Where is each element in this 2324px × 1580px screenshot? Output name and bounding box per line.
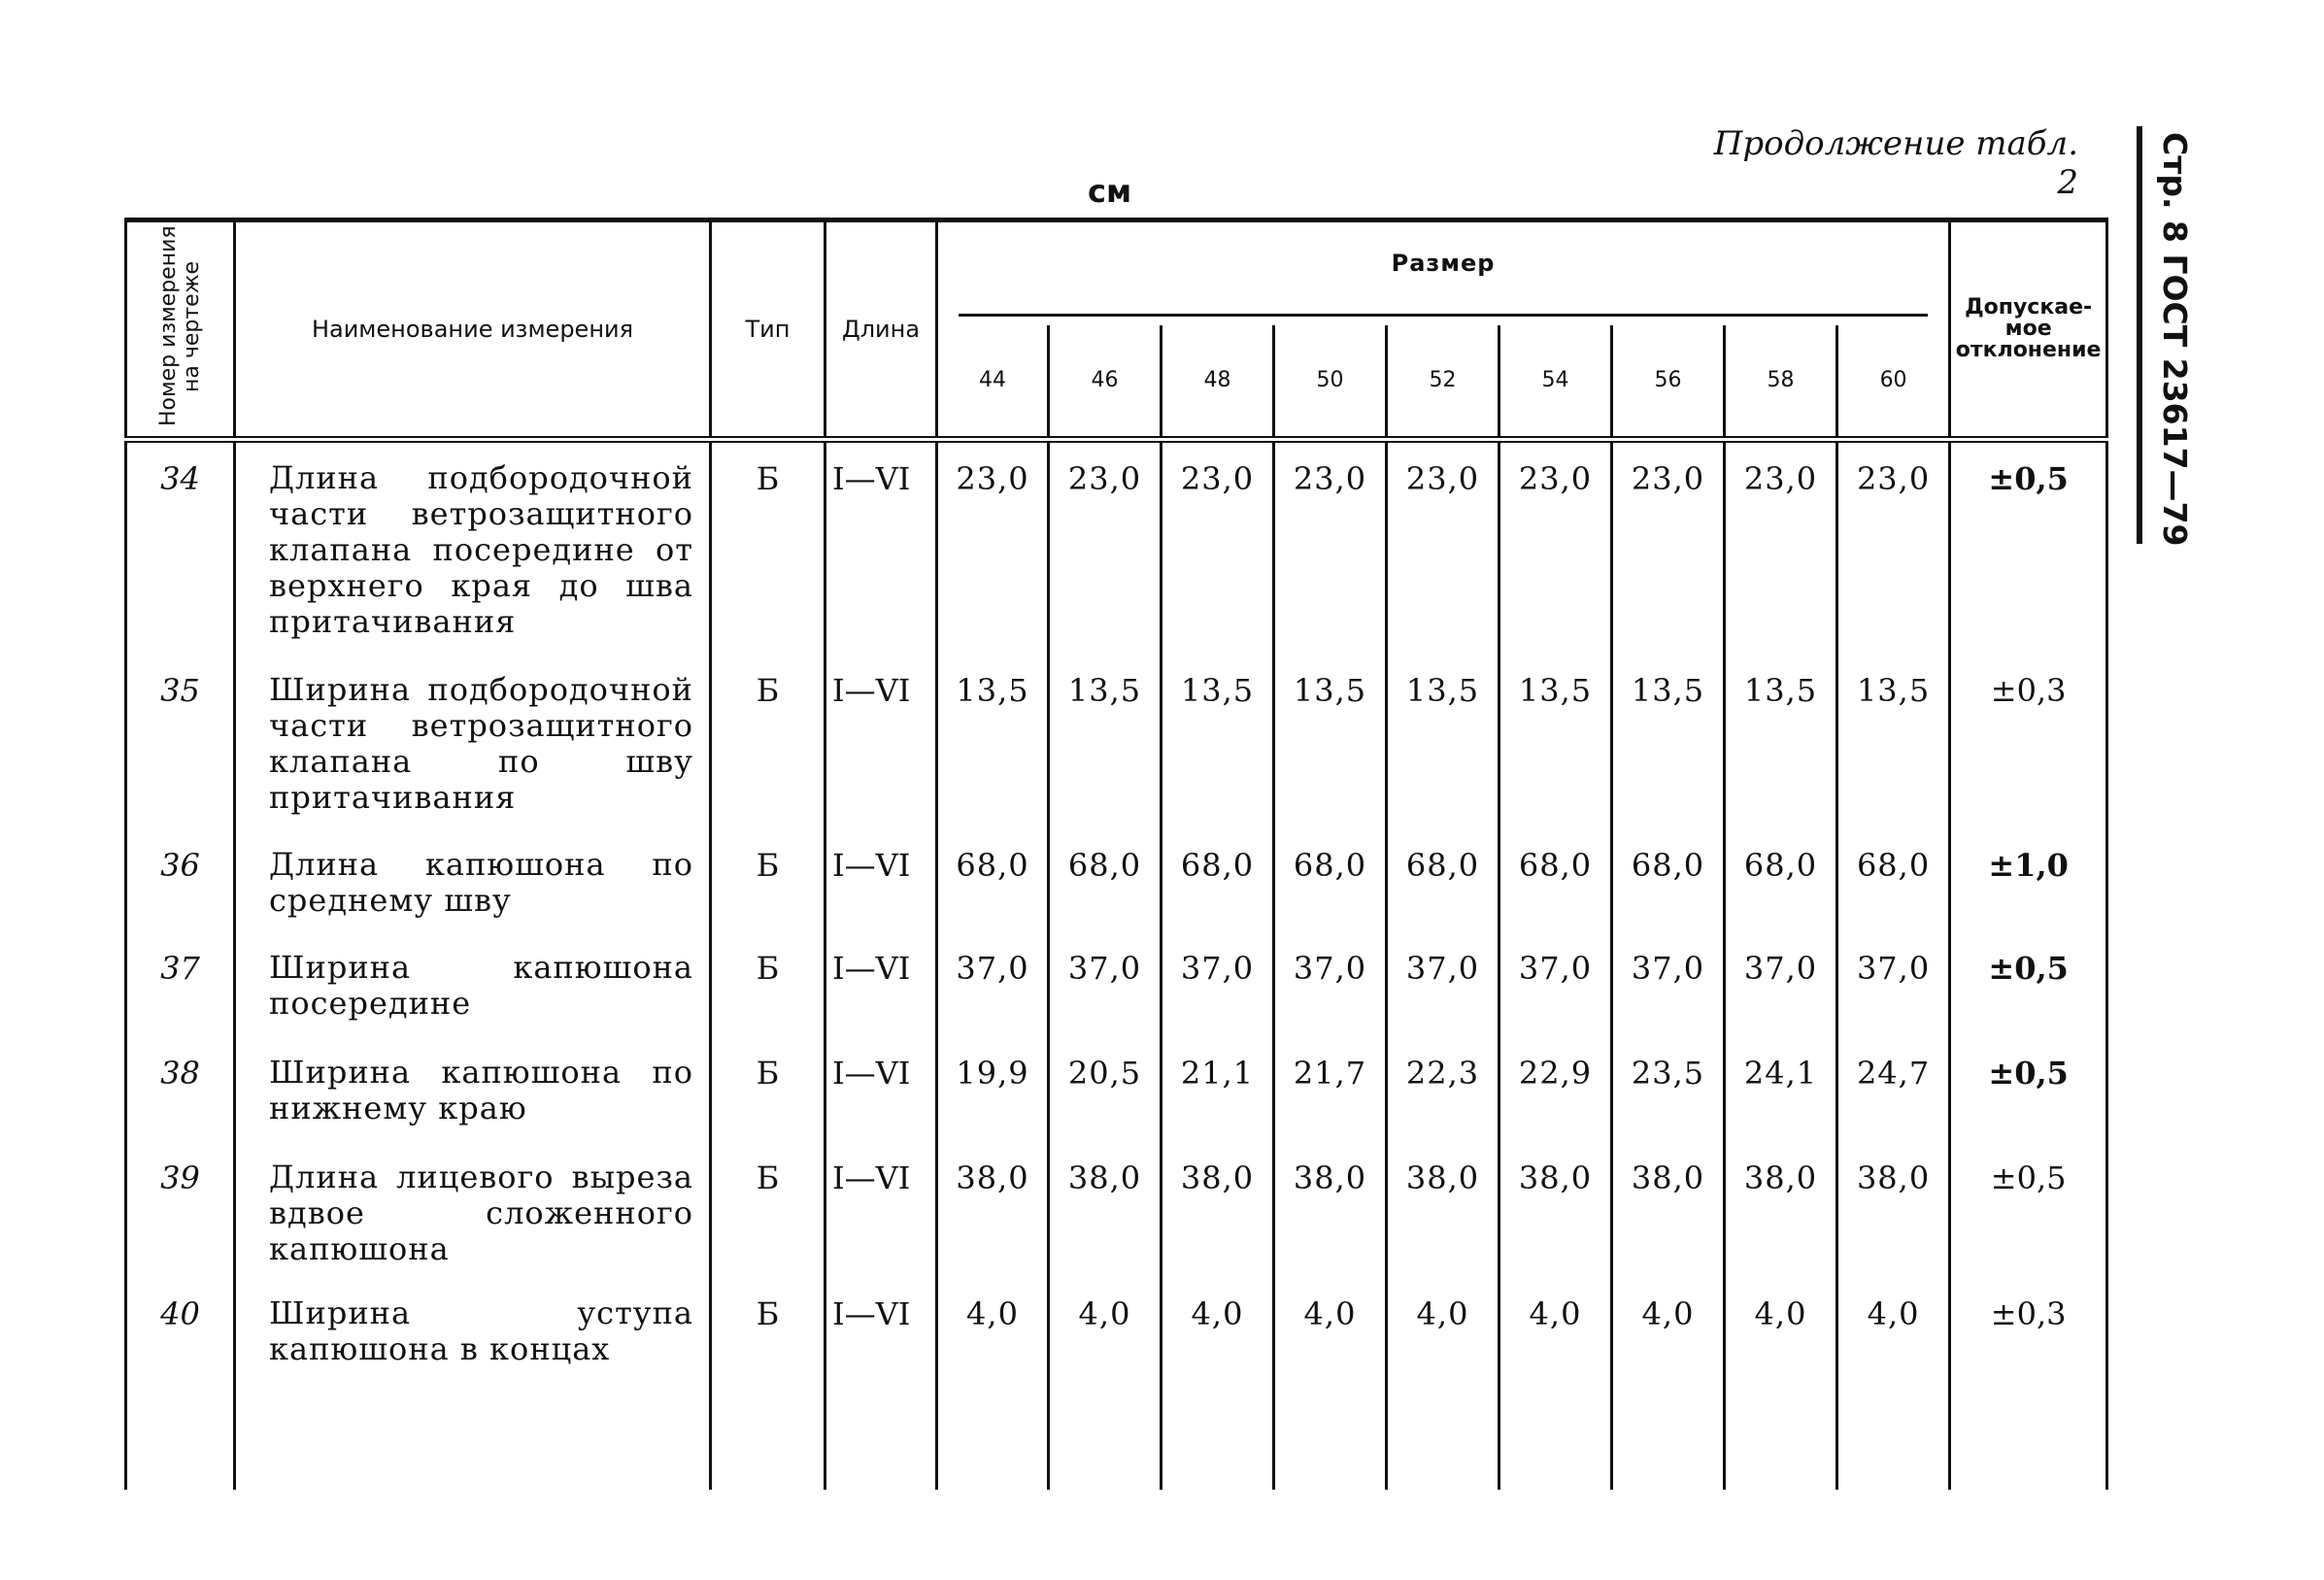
row-value: 23,0 xyxy=(1387,440,1499,656)
row-number: 40 xyxy=(126,1278,235,1490)
header-measure-name: Наименование измерения xyxy=(235,220,711,440)
table-row xyxy=(126,1142,2107,1278)
row-number: 34 xyxy=(126,440,235,656)
row-type: Б xyxy=(711,655,825,829)
page-side-header xyxy=(2137,126,2201,547)
row-value: 13,5 xyxy=(1162,655,1274,829)
row-value: 13,5 xyxy=(1387,655,1499,829)
header-size: 58 xyxy=(1725,325,1837,440)
row-value: 37,0 xyxy=(1612,932,1725,1037)
row-value: 68,0 xyxy=(1162,829,1274,932)
row-value: 13,5 xyxy=(1274,655,1387,829)
row-length: I—VI xyxy=(825,829,937,932)
header-deviation: Допускае-мое отклонение xyxy=(1950,220,2107,440)
unit-label: см xyxy=(1088,173,1132,210)
header-size: 44 xyxy=(937,325,1049,440)
row-value: 23,0 xyxy=(1162,440,1274,656)
row-deviation: ±0,5 xyxy=(1950,440,2107,656)
row-value: 38,0 xyxy=(1387,1142,1499,1278)
row-type: Б xyxy=(711,1037,825,1142)
table-row xyxy=(126,655,2107,829)
header-measure-number-text: Номер измерения на чертеже xyxy=(155,225,204,427)
header-size: 54 xyxy=(1499,325,1612,440)
row-value: 38,0 xyxy=(1725,1142,1837,1278)
header-size-group-text: Размер xyxy=(959,250,1929,317)
header-size: 46 xyxy=(1049,325,1162,440)
row-value: 68,0 xyxy=(1725,829,1837,932)
row-length: I—VI xyxy=(825,1037,937,1142)
row-name: Ширина подбородочной части ветрозащитного клапана по шву притачивания xyxy=(235,655,711,829)
row-number: 35 xyxy=(126,655,235,829)
page-standard-label: Стр. 8 ГОСТ 23617—79 xyxy=(2156,132,2194,547)
row-number: 39 xyxy=(126,1142,235,1278)
measurements-table xyxy=(124,218,2108,1490)
row-value: 68,0 xyxy=(1387,829,1499,932)
row-value: 21,1 xyxy=(1162,1037,1274,1142)
table-row xyxy=(126,829,2107,932)
row-value: 38,0 xyxy=(1162,1142,1274,1278)
row-deviation: ±0,3 xyxy=(1950,1278,2107,1490)
row-value: 23,0 xyxy=(1274,440,1387,656)
row-value: 4,0 xyxy=(1725,1278,1837,1490)
row-value: 38,0 xyxy=(1837,1142,1950,1278)
row-value: 38,0 xyxy=(937,1142,1049,1278)
row-value: 38,0 xyxy=(1499,1142,1612,1278)
row-value: 37,0 xyxy=(1162,932,1274,1037)
row-value: 37,0 xyxy=(1049,932,1162,1037)
row-value: 4,0 xyxy=(1387,1278,1499,1490)
row-type: Б xyxy=(711,440,825,656)
table-row xyxy=(126,1278,2107,1490)
row-value: 38,0 xyxy=(1049,1142,1162,1278)
row-value: 23,0 xyxy=(937,440,1049,656)
row-value: 4,0 xyxy=(1049,1278,1162,1490)
row-value: 20,5 xyxy=(1049,1037,1162,1142)
row-value: 23,0 xyxy=(1049,440,1162,656)
row-value: 23,0 xyxy=(1499,440,1612,656)
row-name: Ширина уступа капюшона в концах xyxy=(235,1278,711,1490)
row-name: Ширина капюшона посередине xyxy=(235,932,711,1037)
row-value: 68,0 xyxy=(1837,829,1950,932)
row-type: Б xyxy=(711,1142,825,1278)
row-value: 4,0 xyxy=(1837,1278,1950,1490)
row-value: 21,7 xyxy=(1274,1037,1387,1142)
row-length: I—VI xyxy=(825,1142,937,1278)
row-deviation: ±0,5 xyxy=(1950,932,2107,1037)
row-length: I—VI xyxy=(825,655,937,829)
row-value: 37,0 xyxy=(1387,932,1499,1037)
header-type: Тип xyxy=(711,220,825,440)
row-value: 37,0 xyxy=(937,932,1049,1037)
row-value: 4,0 xyxy=(1499,1278,1612,1490)
row-type: Б xyxy=(711,1278,825,1490)
row-value: 37,0 xyxy=(1837,932,1950,1037)
row-value: 13,5 xyxy=(937,655,1049,829)
table-row xyxy=(126,440,2107,656)
header-size: 60 xyxy=(1837,325,1950,440)
header-size: 56 xyxy=(1612,325,1725,440)
row-value: 24,7 xyxy=(1837,1037,1950,1142)
row-value: 23,0 xyxy=(1837,440,1950,656)
row-value: 4,0 xyxy=(937,1278,1049,1490)
table-continuation-label: Продолжение табл. 2 xyxy=(1713,124,2078,202)
row-value: 23,0 xyxy=(1725,440,1837,656)
row-value: 22,3 xyxy=(1387,1037,1499,1142)
row-value: 37,0 xyxy=(1725,932,1837,1037)
row-value: 68,0 xyxy=(937,829,1049,932)
row-value: 24,1 xyxy=(1725,1037,1837,1142)
row-type: Б xyxy=(711,932,825,1037)
row-deviation: ±0,3 xyxy=(1950,655,2107,829)
header-size: 52 xyxy=(1387,325,1499,440)
row-name: Длина лицевого выреза вдвое сложенного капюшона xyxy=(235,1142,711,1278)
row-length: I—VI xyxy=(825,1278,937,1490)
row-length: I—VI xyxy=(825,932,937,1037)
row-value: 4,0 xyxy=(1612,1278,1725,1490)
row-value: 38,0 xyxy=(1612,1142,1725,1278)
row-value: 13,5 xyxy=(1612,655,1725,829)
header-size: 48 xyxy=(1162,325,1274,440)
row-number: 38 xyxy=(126,1037,235,1142)
row-value: 4,0 xyxy=(1274,1278,1387,1490)
row-length: I—VI xyxy=(825,440,937,656)
row-value: 19,9 xyxy=(937,1037,1049,1142)
row-number: 37 xyxy=(126,932,235,1037)
row-value: 37,0 xyxy=(1499,932,1612,1037)
row-value: 13,5 xyxy=(1725,655,1837,829)
row-value: 23,0 xyxy=(1612,440,1725,656)
row-deviation: ±0,5 xyxy=(1950,1037,2107,1142)
row-name: Длина подбородочной части ветрозащитного клапана посередине от верхнего края до шва притачивания xyxy=(235,440,711,656)
row-name: Ширина капюшона по нижнему краю xyxy=(235,1037,711,1142)
row-value: 68,0 xyxy=(1499,829,1612,932)
row-value: 23,5 xyxy=(1612,1037,1725,1142)
row-value: 22,9 xyxy=(1499,1037,1612,1142)
header-row-1 xyxy=(126,220,2107,325)
row-number: 36 xyxy=(126,829,235,932)
header-size: 50 xyxy=(1274,325,1387,440)
row-value: 68,0 xyxy=(1612,829,1725,932)
row-value: 38,0 xyxy=(1274,1142,1387,1278)
row-value: 37,0 xyxy=(1274,932,1387,1037)
row-value: 13,5 xyxy=(1049,655,1162,829)
header-size-group xyxy=(937,220,1950,325)
row-deviation: ±1,0 xyxy=(1950,829,2107,932)
row-name: Длина капюшона по среднему шву xyxy=(235,829,711,932)
row-deviation: ±0,5 xyxy=(1950,1142,2107,1278)
row-type: Б xyxy=(711,829,825,932)
table-row xyxy=(126,932,2107,1037)
header-length: Длина xyxy=(825,220,937,440)
row-value: 13,5 xyxy=(1837,655,1950,829)
header-measure-number xyxy=(126,220,235,440)
row-value: 4,0 xyxy=(1162,1278,1274,1490)
row-value: 68,0 xyxy=(1274,829,1387,932)
table-row xyxy=(126,1037,2107,1142)
row-value: 68,0 xyxy=(1049,829,1162,932)
row-value: 13,5 xyxy=(1499,655,1612,829)
